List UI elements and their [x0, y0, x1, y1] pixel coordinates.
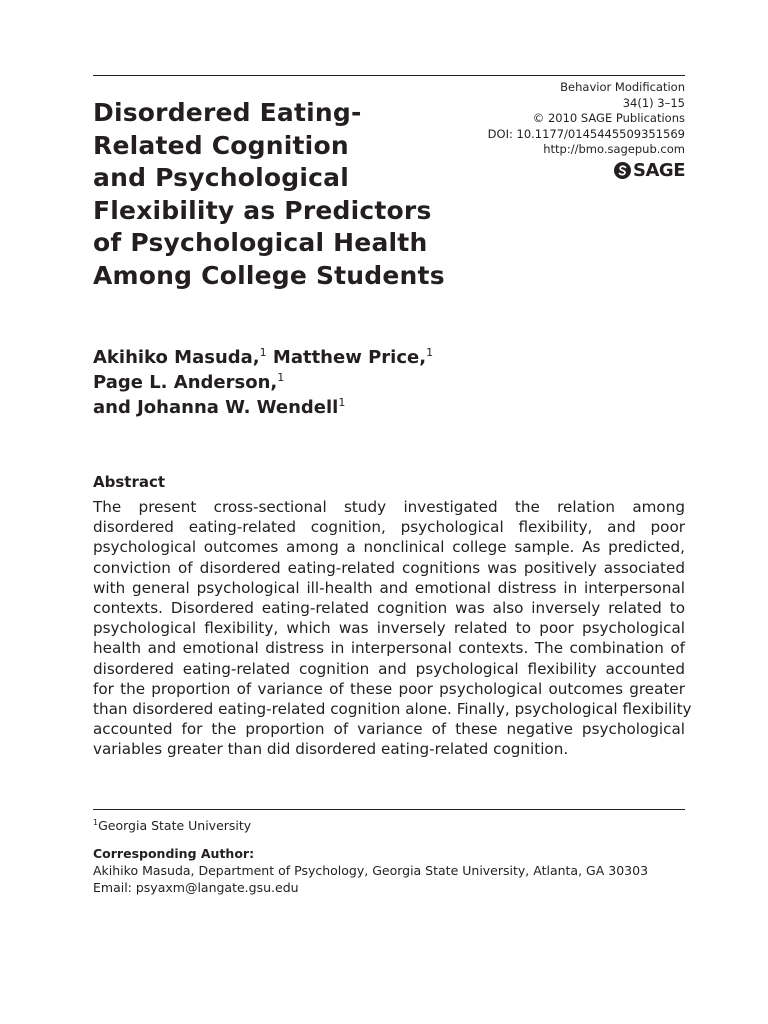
affiliation-marker: 1 — [426, 346, 434, 359]
affiliation-marker: 1 — [277, 371, 285, 384]
affiliation-marker: 1 — [338, 396, 346, 409]
abstract-line: psychological outcomes among a nonclinical college sample. As predicted, — [93, 538, 685, 557]
copyright-notice: © 2010 SAGE Publications — [532, 111, 685, 125]
abstract-line: conviction of disordered eating-related cognitions was positively associated — [93, 558, 685, 577]
author-list — [93, 345, 433, 420]
abstract-line: contexts. Disordered eating-related cognition was also inversely related to — [93, 598, 685, 617]
title-line: Among College Students — [93, 260, 445, 290]
author-line — [93, 370, 433, 395]
abstract-heading: Abstract — [93, 473, 166, 491]
journal-info — [488, 80, 685, 181]
abstract-line: psychological flexibility, which was inversely related to poor psychological — [93, 619, 685, 638]
footnote-rule — [93, 809, 685, 810]
abstract-line: disordered eating-related cognition and psychological flexibility accounted — [93, 659, 685, 678]
article-title — [93, 97, 493, 292]
abstract-line: The present cross-sectional study investigated the relation among — [93, 498, 685, 516]
abstract-line: for the proportion of variance of these poor psychological outcomes greater — [93, 679, 685, 698]
corresponding-author-heading: Corresponding Author: — [93, 846, 255, 861]
volume-issue-pages: 34(1) 3–15 — [622, 95, 685, 110]
corresponding-author-address: Akihiko Masuda, Department of Psychology, Georgia State University, Atlanta, GA 30303 — [93, 863, 649, 878]
sage-logo-text: SAGE — [633, 159, 685, 181]
affiliation-text: Georgia State University — [98, 818, 252, 833]
title-line: and Psychological — [93, 163, 349, 192]
title-line: Disordered Eating- — [93, 98, 362, 127]
title-line: Related Cognition — [93, 130, 349, 160]
abstract-line: with general psychological ill-health and emotional distress in interpersonal — [93, 578, 685, 597]
sage-s-icon — [614, 162, 631, 179]
author-name: Matthew Price, — [266, 347, 427, 368]
doi[interactable]: DOI: 10.1177/0145445509351569 — [487, 126, 685, 141]
sage-logo — [488, 161, 685, 181]
affiliation-marker: 1 — [93, 818, 99, 827]
abstract-line: health and emotional distress in interpersonal contexts. The combination of — [93, 639, 685, 658]
author-line — [93, 345, 433, 370]
author-name: and Johanna W. Wendell — [93, 397, 339, 418]
author-name: Page L. Anderson, — [93, 372, 278, 393]
corresponding-author — [93, 845, 648, 896]
abstract-line: than disordered eating-related cognition alone. Finally, psychological flexibility — [93, 699, 692, 718]
affiliation-footnote — [93, 818, 251, 834]
journal-name: Behavior Modification — [560, 80, 685, 94]
corresponding-author-email[interactable]: Email: psyaxm@langate.gsu.edu — [93, 880, 299, 895]
abstract-line: variables greater than did disordered eating-related cognition. — [93, 740, 569, 759]
journal-url[interactable]: http://bmo.sagepub.com — [543, 142, 685, 156]
abstract-line: disordered eating-related cognition, psychological flexibility, and poor — [93, 518, 685, 537]
abstract-body — [93, 497, 692, 759]
author-name: Akihiko Masuda, — [93, 347, 260, 368]
affiliation-marker: 1 — [259, 346, 267, 359]
title-line: Flexibility as Predictors — [93, 195, 432, 225]
top-rule — [93, 75, 685, 76]
abstract-line: accounted for the proportion of variance of these negative psychological — [93, 720, 685, 739]
author-line — [93, 395, 433, 420]
title-line: of Psychological Health — [93, 228, 428, 257]
